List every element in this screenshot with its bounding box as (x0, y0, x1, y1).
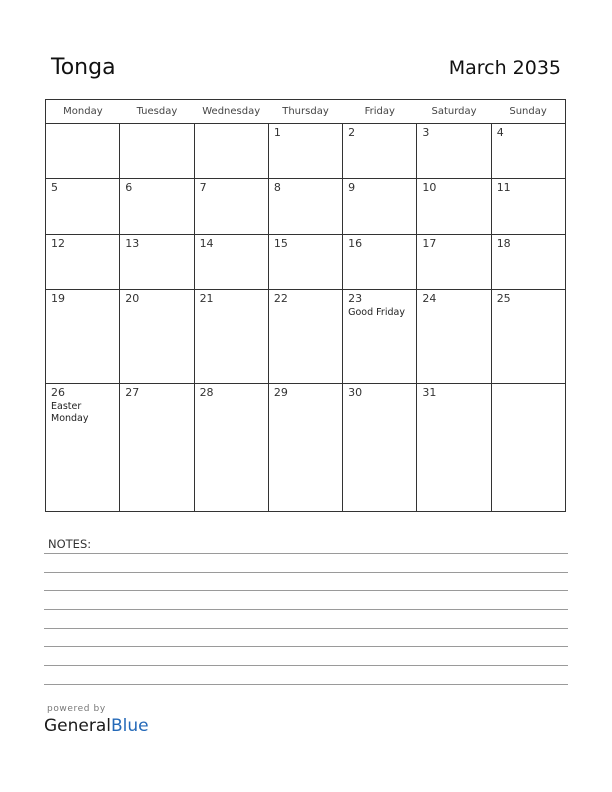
holiday-label: Good Friday (348, 307, 405, 319)
week-row (46, 234, 566, 289)
day-cell (417, 124, 491, 179)
note-line (44, 665, 568, 666)
day-cell (120, 383, 194, 511)
day-cell (491, 124, 565, 179)
day-cell (268, 290, 342, 383)
brand-logo (44, 716, 149, 736)
day-number: 25 (496, 292, 511, 306)
day-number: 22 (273, 292, 288, 306)
day-number: 27 (125, 385, 140, 399)
day-number: 19 (51, 292, 65, 306)
week-row (46, 383, 566, 511)
day-cell (46, 290, 120, 383)
brand-general: General (44, 716, 111, 736)
day-number: 12 (51, 236, 65, 250)
day-cell (120, 124, 194, 179)
day-cell (491, 290, 565, 383)
weekday-header: Saturday (417, 100, 491, 124)
day-cell (268, 383, 342, 511)
day-cell (417, 290, 491, 383)
note-line (44, 646, 568, 647)
day-number: 28 (199, 385, 214, 399)
day-number: 13 (125, 236, 140, 250)
notes-label: NOTES: (48, 537, 92, 551)
day-cell (343, 234, 417, 289)
weekday-header: Friday (343, 100, 417, 124)
day-number: 10 (422, 181, 437, 195)
day-number: 5 (51, 181, 58, 195)
day-cell (491, 179, 565, 234)
day-cell (46, 234, 120, 289)
day-cell (491, 383, 565, 511)
day-number: 2 (348, 126, 356, 139)
powered-by-text: powered by (47, 704, 106, 714)
week-row (46, 124, 566, 179)
day-number: 20 (125, 292, 140, 306)
day-number: 14 (199, 236, 214, 250)
day-cell (491, 234, 565, 289)
day-cell (120, 290, 194, 383)
day-number: 15 (273, 236, 288, 250)
day-number: 16 (348, 236, 363, 250)
weekday-header: Thursday (268, 100, 342, 124)
note-line (44, 553, 568, 554)
day-cell (343, 290, 417, 383)
day-number: 3 (422, 126, 430, 139)
country-title: Tonga (51, 55, 116, 80)
weekday-header: Wednesday (194, 100, 268, 124)
day-number: 18 (496, 236, 511, 250)
note-line (44, 590, 568, 591)
week-row (46, 179, 566, 234)
day-cell (46, 124, 120, 179)
day-number: 24 (422, 292, 437, 306)
day-cell (268, 124, 342, 179)
day-cell (120, 179, 194, 234)
note-line (44, 609, 568, 610)
weekday-header: Sunday (491, 100, 565, 124)
day-cell (120, 234, 194, 289)
day-cell (46, 179, 120, 234)
day-cell (417, 234, 491, 289)
brand-blue: Blue (111, 716, 149, 736)
note-line (44, 684, 568, 685)
calendar-grid (45, 99, 566, 512)
day-number: 8 (273, 181, 281, 195)
day-number: 17 (422, 236, 437, 250)
day-cell (343, 124, 417, 179)
day-cell (194, 234, 268, 289)
month-year-title: March 2035 (448, 57, 561, 79)
note-line (44, 628, 568, 629)
day-number: 11 (496, 181, 511, 195)
day-number: 31 (422, 385, 437, 399)
day-number: 9 (348, 181, 356, 195)
note-line (44, 572, 568, 573)
day-number: 7 (199, 181, 207, 195)
day-cell (343, 383, 417, 511)
weekday-header-row (46, 100, 566, 124)
weekday-header: Monday (46, 100, 120, 124)
week-row (46, 290, 566, 383)
day-number: 6 (125, 181, 133, 195)
day-cell (268, 234, 342, 289)
day-number: 23 (348, 292, 363, 306)
day-number: 29 (273, 385, 288, 399)
day-cell (343, 179, 417, 234)
day-cell (46, 383, 120, 511)
day-number: 21 (199, 292, 214, 306)
day-cell (417, 179, 491, 234)
day-number: 1 (273, 126, 281, 139)
weekday-header: Tuesday (120, 100, 194, 124)
day-cell (194, 383, 268, 511)
day-number: 30 (348, 385, 363, 399)
day-cell (194, 290, 268, 383)
day-number: 4 (496, 126, 504, 139)
day-cell (417, 383, 491, 511)
holiday-label: Easter Monday (51, 400, 89, 424)
day-cell (268, 179, 342, 234)
day-cell (194, 179, 268, 234)
day-number: 26 (51, 385, 65, 399)
day-cell (194, 124, 268, 179)
